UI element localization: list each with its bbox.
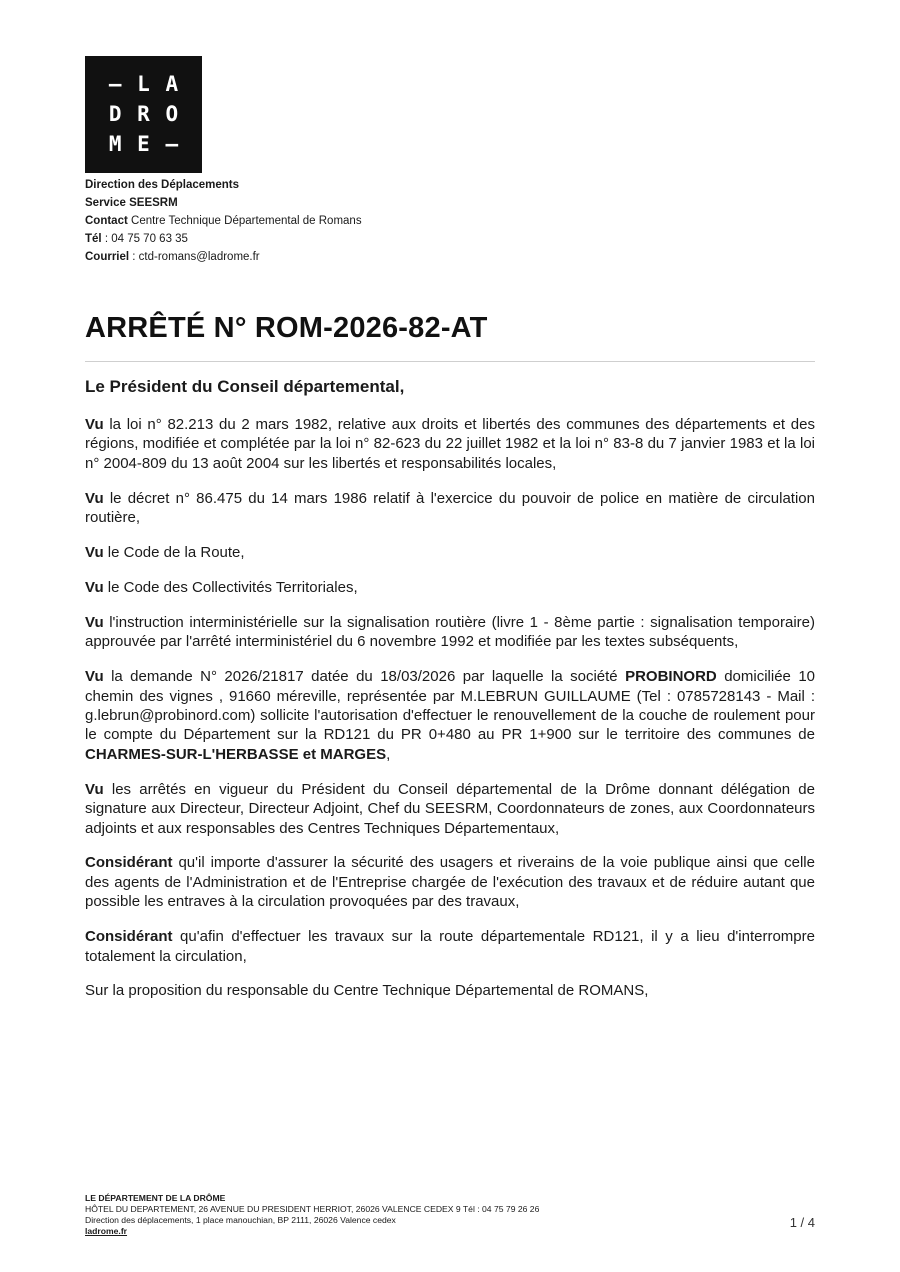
paragraph-considerant-securite	[85, 853, 815, 911]
tel-label: Tél	[85, 233, 102, 245]
paragraph-lead: Vu	[85, 668, 104, 686]
logo-char: A	[165, 72, 179, 97]
direction-name: Direction des Déplacements	[85, 179, 240, 191]
paragraph-vu-loi	[85, 415, 815, 473]
contact-block	[85, 176, 362, 266]
paragraph-text: ,	[386, 745, 391, 763]
la-drome-logo	[85, 56, 202, 173]
paragraph-text: les arrêtés en vigueur du Président du Conseil départemental de la Drôme donnant délégation de signature aux Directeur, Directeur Adjoint, Chef du SEESRM, Coordonnateurs de zones, aux Coordonnateurs adjoints et aux responsables des Centres Techniques Départementaux,	[85, 780, 815, 837]
service-name: Service SEESRM	[85, 197, 178, 209]
logo-char: R	[137, 101, 150, 126]
tel-value: : 04 75 70 63 35	[101, 233, 188, 245]
paragraph-lead: Vu	[85, 613, 104, 631]
page-footer	[85, 1193, 539, 1237]
logo-char: –	[108, 72, 122, 97]
communes-names: CHARMES-SUR-L'HERBASSE et MARGES	[85, 745, 387, 763]
footer-org: LE DÉPARTEMENT DE LA DRÔME	[85, 1193, 226, 1203]
paragraph-lead: Vu	[85, 489, 104, 507]
mail-value: : ctd-romans@ladrome.fr	[129, 251, 260, 263]
paragraph-text: le Code des Collectivités Territoriales,	[103, 578, 358, 596]
document-title: ARRÊTÉ N° ROM-2026-82-AT	[85, 312, 488, 344]
paragraph-lead: Vu	[85, 578, 104, 596]
company-name: PROBINORD	[625, 668, 717, 686]
paragraph-lead: Vu	[85, 780, 104, 798]
logo-char: D	[108, 101, 122, 126]
paragraph-vu-code-collectivites	[85, 578, 815, 597]
paragraph-vu-decret	[85, 489, 815, 528]
president-heading: Le Président du Conseil départemental,	[85, 377, 405, 396]
paragraph-text: qu'il importe d'assurer la sécurité des usagers et riverains de la voie publique ainsi que celle des agents de l'Administration et de l'Entreprise chargée de l'exécution des travaux et de réduire autant que possible les entraves à la circulation provoquées par des travaux,	[85, 854, 815, 911]
paragraph-text: la demande N° 2026/21817 datée du 18/03/2026 par laquelle la société	[103, 668, 626, 686]
title-divider	[85, 361, 815, 362]
footer-address: HÔTEL DU DEPARTEMENT, 26 AVENUE DU PRESIDENT HERRIOT, 26026 VALENCE CEDEX 9 Tél : 04 75 79 26 26	[85, 1204, 540, 1214]
paragraph-vu-arretes	[85, 780, 815, 838]
logo-char: –	[165, 131, 179, 156]
logo-char: O	[165, 101, 179, 126]
paragraph-text: qu'afin d'effectuer les travaux sur la route départementale RD121, il y a lieu d'interrompre totalement la circulation,	[85, 928, 815, 965]
paragraph-vu-demande	[85, 667, 815, 764]
paragraph-text: la loi n° 82.213 du 2 mars 1982, relative aux droits et libertés des communes des départements et des régions, modifiée et complétée par la loi n° 82-623 du 22 juillet 1982 et la loi n° 83-8 du 7 janvier 1983 et la loi n° 2004-809 du 13 août 2004 sur les libertés et responsabilités locales,	[85, 416, 815, 472]
logo-char: L	[137, 72, 150, 97]
footer-website-link[interactable]: ladrome.fr	[85, 1226, 128, 1236]
contact-line	[85, 212, 362, 230]
logo-char: E	[137, 131, 150, 156]
contact-value: Centre Technique Départemental de Romans	[127, 215, 362, 227]
paragraph-text: le décret n° 86.475 du 14 mars 1986 relatif à l'exercice du pouvoir de police en matière de circulation routière,	[85, 489, 815, 527]
tel-line	[85, 230, 362, 248]
contact-label: Contact	[85, 215, 128, 227]
footer-direction: Direction des déplacements, 1 place manouchian, BP 2111, 26026 Valence cedex	[85, 1215, 396, 1225]
paragraph-lead: Vu	[85, 416, 104, 433]
paragraph-text: domiciliée 10 chemin des vignes , 91660 méreville, représentée par M.LEBRUN GUILLAUME (Tel : 0785728143 - Mail : g.lebrun@probinord.com) sollicite l'autorisation d'effectuer le renouvellement de la couche de roulement pour le compte du Département sur la RD121 du PR 0+480 au PR 1+900 sur le territoire des communes de	[85, 668, 816, 744]
page-number: 1 / 4	[789, 1215, 815, 1230]
paragraph-lead: Considérant	[85, 928, 173, 946]
paragraph-vu-code-route	[85, 543, 815, 562]
paragraph-considerant-travaux	[85, 927, 815, 966]
paragraph-text: le Code de la Route,	[103, 544, 245, 562]
paragraph-text: l'instruction interministérielle sur la signalisation routière (livre 1 - 8ème partie : signalisation temporaire) approuvée par l'arrêté interministériel du 6 novembre 1992 et modifiée par les textes subséquents,	[85, 613, 815, 651]
paragraph-vu-instruction	[85, 613, 815, 652]
paragraph-lead: Considérant	[85, 854, 173, 872]
paragraph-proposition: Sur la proposition du responsable du Centre Technique Départemental de ROMANS,	[85, 982, 649, 1000]
logo-char: M	[108, 131, 122, 156]
mail-label: Courriel	[85, 251, 130, 263]
document-body	[85, 415, 815, 1016]
mail-line	[85, 248, 362, 266]
paragraph-lead: Vu	[85, 544, 104, 562]
